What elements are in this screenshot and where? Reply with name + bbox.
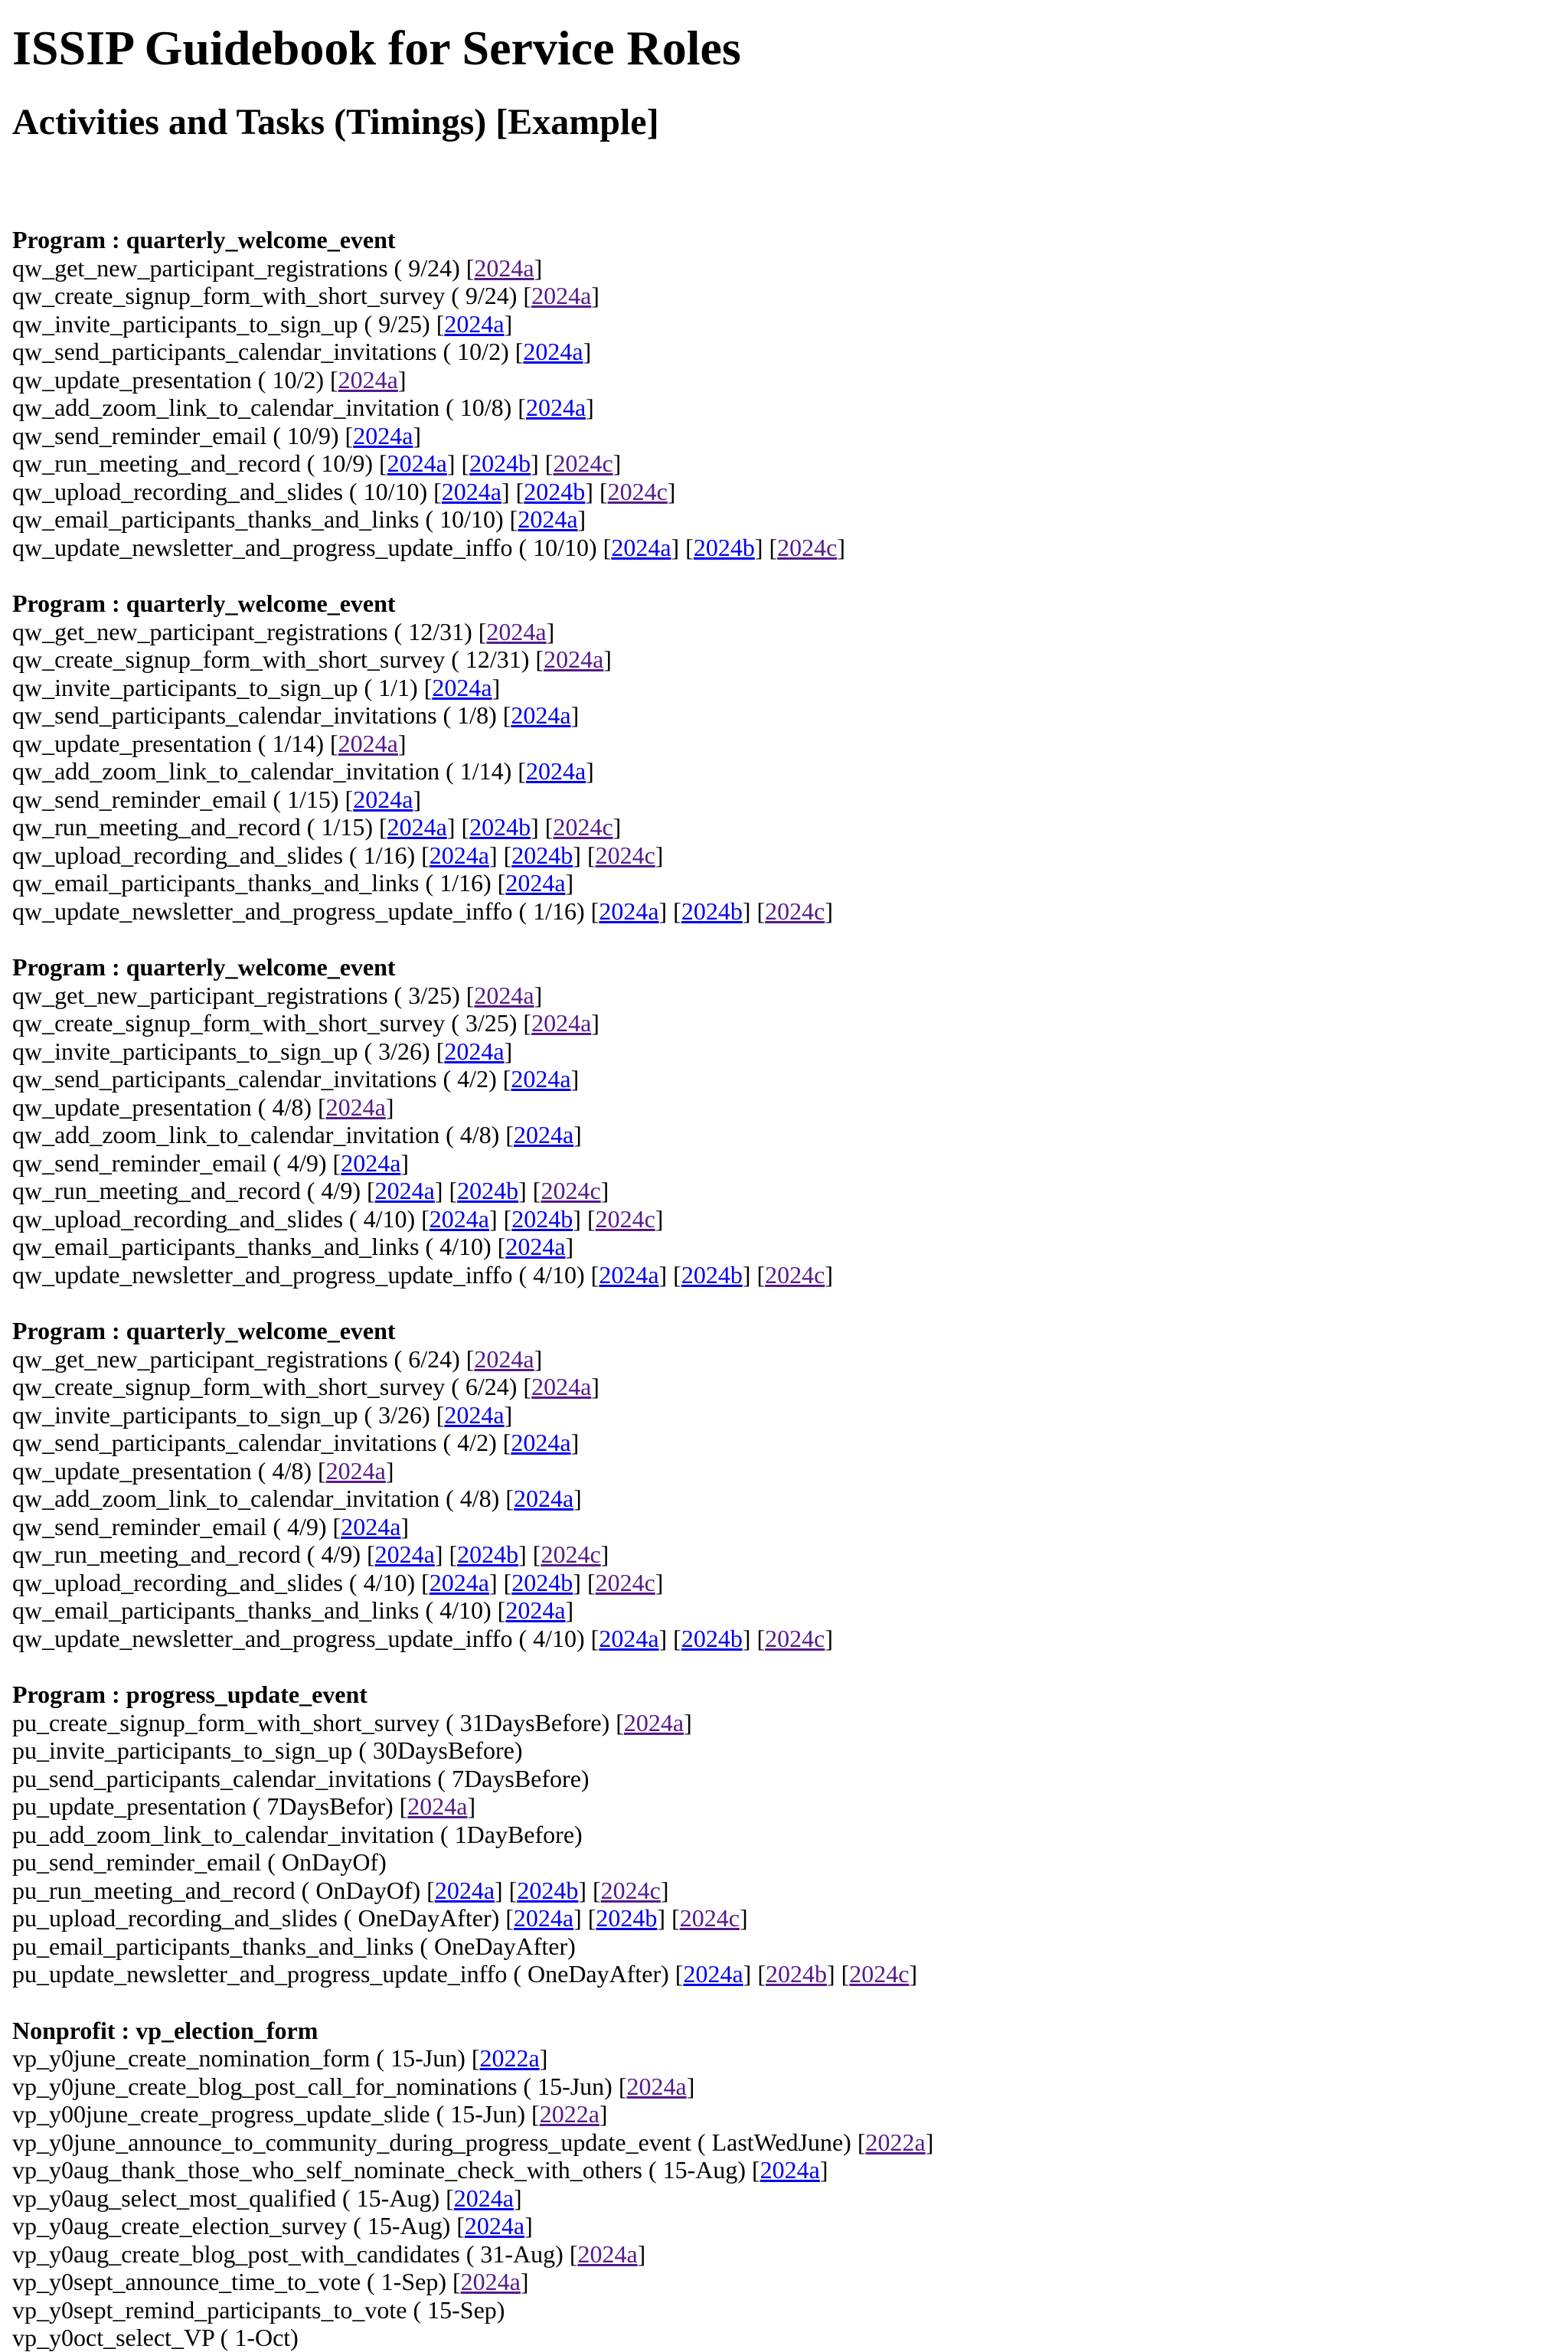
task-name: qw_get_new_participant_registrations [12, 253, 388, 282]
task-timing: 30DaysBefore [373, 1736, 514, 1764]
reference-link[interactable]: 2024a [464, 2212, 525, 2239]
task-timing: 31-Aug [480, 2239, 556, 2268]
task-name: qw_get_new_participant_registrations [12, 617, 388, 645]
task-name: vp_y0aug_thank_those_who_self_nominate_check_with_others [12, 2156, 642, 2184]
task-timing: 10/10 [533, 533, 589, 561]
task-row: pu_add_zoom_link_to_calendar_invitation ( 1DayBefore) [12, 1820, 583, 1848]
task-row: pu_email_participants_thanks_and_links ( OneDayAfter) [12, 1932, 576, 1960]
task-row: pu_run_meeting_and_record ( OnDayOf) [2024a] [2024b] [2024c] [12, 1876, 669, 1904]
task-timing: 15-Sep [427, 2295, 497, 2324]
task-row: qw_get_new_participant_registrations ( 6/24) [2024a] [12, 1344, 543, 1373]
program-section [12, 953, 1556, 1289]
task-row: pu_update_newsletter_and_progress_update_inffo ( OneDayAfter) [2024a] [2024b] [2024c] [12, 1960, 918, 1988]
reference-link[interactable]: 2024a [513, 1904, 574, 1932]
task-row: vp_y0aug_create_blog_post_with_candidates ( 31-Aug) [2024a] [12, 2239, 646, 2268]
reference-link[interactable]: 2024a [338, 729, 398, 757]
task-name: vp_y0aug_create_blog_post_with_candidates [12, 2239, 460, 2268]
task-timing: 1DayBefore [454, 1820, 575, 1848]
task-row: vp_y0aug_select_most_qualified ( 15-Aug) [2024a] [12, 2184, 522, 2212]
reference-link[interactable]: 2024a [429, 841, 489, 869]
task-timing: 10/10 [363, 477, 420, 505]
task-timing: 1-Oct [234, 2324, 291, 2351]
task-name: pu_update_presentation [12, 1792, 247, 1820]
section-heading: Program : progress_update_event [12, 1681, 368, 1708]
task-row: qw_update_newsletter_and_progress_update_inffo ( 10/10) [2024a] [2024b] [2024c] [12, 533, 845, 561]
task-timing: 9/24 [465, 282, 509, 309]
task-timing: 12/31 [465, 645, 521, 673]
task-name: vp_y0sept_remind_participants_to_vote [12, 2295, 407, 2324]
reference-link[interactable]: 2024c [595, 841, 655, 869]
task-timing: 10/2 [457, 338, 501, 365]
task-timing: 4/8 [272, 1456, 304, 1485]
task-name: qw_update_presentation [12, 365, 252, 394]
section-heading: Program : quarterly_welcome_event [12, 953, 396, 981]
task-name: pu_add_zoom_link_to_calendar_invitation [12, 1820, 434, 1848]
task-name: qw_add_zoom_link_to_calendar_invitation [12, 394, 440, 421]
task-name: qw_create_signup_form_with_short_survey [12, 1373, 446, 1400]
task-name: qw_send_reminder_email [12, 421, 267, 449]
task-timing: 1/16 [363, 841, 407, 869]
reference-link[interactable]: 2024a [544, 645, 604, 673]
reference-link[interactable]: 2024a [429, 1568, 489, 1596]
reference-link[interactable]: 2024a [429, 1204, 489, 1233]
reference-link[interactable]: 2024a [511, 1065, 571, 1093]
task-timing: 1/14 [272, 729, 316, 757]
task-name: qw_send_reminder_email [12, 1512, 267, 1540]
reference-link[interactable]: 2024a [434, 1876, 495, 1904]
task-name: vp_y00june_create_progress_update_slide [12, 2100, 430, 2128]
task-row: vp_y0aug_create_election_survey ( 15-Aug) [2024a] [12, 2212, 533, 2239]
task-timing: 10/2 [272, 365, 316, 394]
task-name: vp_y0june_create_blog_post_call_for_nominations [12, 2072, 518, 2100]
task-timing: OnDayOf [281, 1848, 379, 1876]
section-heading: Program : quarterly_welcome_event [12, 590, 396, 617]
task-name: qw_send_participants_calendar_invitations [12, 701, 437, 729]
task-timing: 4/10 [439, 1596, 483, 1624]
task-name: qw_upload_recording_and_slides [12, 1568, 343, 1596]
task-row: qw_run_meeting_and_record ( 4/9) [2024a] [2024b] [2024c] [12, 1540, 609, 1568]
reference-link[interactable]: 2024b [524, 477, 586, 505]
reference-link[interactable]: 2024a [474, 253, 534, 282]
task-timing: 1/8 [457, 701, 489, 729]
reference-link[interactable]: 2024a [353, 421, 413, 449]
program-section [12, 226, 1556, 561]
reference-link[interactable]: 2024a [474, 981, 534, 1009]
task-timing: 9/24 [408, 253, 452, 282]
task-row: qw_email_participants_thanks_and_links ( 4/10) [2024a] [12, 1233, 574, 1260]
task-row: vp_y0june_announce_to_community_during_progress_update_event ( LastWedJune) [2022a] [12, 2128, 934, 2156]
task-name: vp_y0oct_select_VP [12, 2324, 214, 2351]
reference-link[interactable]: 2022a [479, 2044, 540, 2072]
page-title: ISSIP Guidebook for Service Roles [12, 21, 741, 75]
task-row: vp_y0june_create_nomination_form ( 15-Jun) [2022a] [12, 2044, 548, 2072]
reference-link[interactable]: 2024b [469, 449, 531, 477]
task-row: qw_send_reminder_email ( 10/9) [2024a] [12, 421, 422, 449]
task-row: qw_run_meeting_and_record ( 4/9) [2024a] [2024b] [2024c] [12, 1177, 609, 1204]
reference-link[interactable]: 2024b [511, 1204, 573, 1233]
task-row: qw_send_participants_calendar_invitations ( 4/2) [2024a] [12, 1065, 580, 1093]
task-timing: 1/15 [287, 785, 331, 813]
program-section [12, 590, 1556, 925]
task-row: vp_y0aug_thank_those_who_self_nominate_check_with_others ( 15-Aug) [2024a] [12, 2156, 828, 2184]
task-row: pu_invite_participants_to_sign_up ( 30DaysBefore) [12, 1736, 523, 1764]
reference-link[interactable]: 2024a [577, 2239, 638, 2268]
task-timing: 10/9 [321, 449, 365, 477]
task-row: qw_upload_recording_and_slides ( 4/10) [2024a] [2024b] [2024c] [12, 1568, 664, 1596]
reference-link[interactable]: 2024c [849, 1960, 910, 1988]
task-name: qw_run_meeting_and_record [12, 1540, 301, 1568]
task-timing: 4/10 [533, 1260, 577, 1289]
reference-link[interactable]: 2024a [444, 1400, 505, 1429]
task-row: vp_y0sept_remind_participants_to_vote ( 15-Sep) [12, 2295, 505, 2324]
reference-link[interactable]: 2024c [553, 449, 613, 477]
task-name: pu_update_newsletter_and_progress_update_inffo [12, 1960, 508, 1988]
task-timing: 3/25 [465, 1009, 509, 1037]
task-timing: 4/8 [272, 1093, 304, 1121]
reference-link[interactable]: 2024a [341, 1148, 401, 1177]
task-row: qw_update_presentation ( 4/8) [2024a] [12, 1093, 394, 1121]
task-timing: OneDayAfter [358, 1904, 492, 1932]
reference-link[interactable]: 2024a [387, 813, 447, 841]
task-row: qw_add_zoom_link_to_calendar_invitation ( 4/8) [2024a] [12, 1121, 582, 1148]
task-row: qw_invite_participants_to_sign_up ( 1/1) [2024a] [12, 673, 501, 701]
task-name: pu_send_reminder_email [12, 1848, 262, 1876]
task-timing: 10/9 [287, 421, 331, 449]
reference-link[interactable]: 2024b [517, 1876, 579, 1904]
task-name: qw_update_newsletter_and_progress_update_inffo [12, 1260, 513, 1289]
task-sections [12, 226, 1556, 2352]
task-name: qw_update_newsletter_and_progress_update_inffo [12, 897, 513, 925]
reference-link[interactable]: 2024b [596, 1904, 658, 1932]
task-timing: 4/9 [287, 1512, 318, 1540]
task-row: qw_add_zoom_link_to_calendar_invitation ( 4/8) [2024a] [12, 1485, 582, 1512]
task-timing: 4/9 [321, 1177, 353, 1204]
reference-link[interactable]: 2024a [513, 1121, 574, 1148]
task-timing: 4/10 [439, 1233, 483, 1260]
task-timing: 3/26 [378, 1037, 423, 1065]
task-name: qw_add_zoom_link_to_calendar_invitation [12, 757, 440, 785]
task-name: qw_upload_recording_and_slides [12, 1204, 343, 1233]
task-name: vp_y0june_create_nomination_form [12, 2044, 371, 2072]
task-row: qw_run_meeting_and_record ( 1/15) [2024a] [2024b] [2024c] [12, 813, 622, 841]
task-row: qw_invite_participants_to_sign_up ( 3/26) [2024a] [12, 1400, 513, 1429]
task-row: qw_get_new_participant_registrations ( 12/31) [2024a] [12, 617, 555, 645]
task-name: qw_create_signup_form_with_short_survey [12, 645, 446, 673]
task-name: pu_email_participants_thanks_and_links [12, 1932, 414, 1960]
task-name: qw_email_participants_thanks_and_links [12, 505, 420, 533]
task-row: qw_create_signup_form_with_short_survey ( 6/24) [2024a] [12, 1373, 599, 1400]
task-timing: 7DaysBefore [452, 1764, 581, 1792]
reference-link[interactable]: 2024a [523, 338, 583, 365]
reference-link[interactable]: 2024a [505, 1596, 566, 1624]
task-row: qw_send_reminder_email ( 4/9) [2024a] [12, 1148, 410, 1177]
reference-link[interactable]: 2024a [683, 1960, 743, 1988]
task-timing: 15-Aug [662, 2156, 738, 2184]
reference-link[interactable]: 2024a [599, 1260, 659, 1289]
task-row: qw_email_participants_thanks_and_links ( 10/10) [2024a] [12, 505, 586, 533]
reference-link[interactable]: 2024a [505, 869, 566, 897]
reference-link[interactable]: 2024a [374, 1177, 435, 1204]
reference-link[interactable]: 2024c [541, 1540, 601, 1568]
task-row: vp_y0june_create_blog_post_call_for_nominations ( 15-Jun) [2024a] [12, 2072, 695, 2100]
reference-link[interactable]: 2024c [553, 813, 613, 841]
reference-link[interactable]: 2024b [511, 1568, 573, 1596]
task-row: qw_send_participants_calendar_invitations ( 1/8) [2024a] [12, 701, 580, 729]
task-row: qw_invite_participants_to_sign_up ( 9/25) [2024a] [12, 309, 513, 338]
task-name: pu_create_signup_form_with_short_survey [12, 1708, 440, 1736]
task-name: pu_send_participants_calendar_invitations [12, 1764, 432, 1792]
reference-link[interactable]: 2024a [441, 477, 501, 505]
section-heading: Nonprofit : vp_election_form [12, 2016, 318, 2044]
section-heading: Program : quarterly_welcome_event [12, 1317, 396, 1344]
task-row: qw_create_signup_form_with_short_survey ( 12/31) [2024a] [12, 645, 612, 673]
task-name: qw_invite_participants_to_sign_up [12, 1037, 358, 1065]
task-name: qw_invite_participants_to_sign_up [12, 309, 358, 338]
reference-link[interactable]: 2024a [407, 1792, 468, 1820]
task-row: qw_update_presentation ( 4/8) [2024a] [12, 1456, 394, 1485]
task-name: qw_send_reminder_email [12, 1148, 267, 1177]
task-timing: 10/10 [439, 505, 495, 533]
reference-link[interactable]: 2024a [325, 1456, 386, 1485]
task-name: qw_email_participants_thanks_and_links [12, 1233, 420, 1260]
task-timing: 1-Sep [381, 2268, 439, 2295]
reference-link[interactable]: 2024c [607, 477, 668, 505]
task-row: qw_get_new_participant_registrations ( 3/25) [2024a] [12, 981, 543, 1009]
reference-link[interactable]: 2024a [626, 2072, 687, 2100]
task-name: qw_update_presentation [12, 1093, 252, 1121]
reference-link[interactable]: 2024c [595, 1568, 655, 1596]
reference-link[interactable]: 2024a [325, 1093, 386, 1121]
task-timing: 6/24 [465, 1373, 509, 1400]
task-row: qw_create_signup_form_with_short_survey ( 3/25) [2024a] [12, 1009, 599, 1037]
task-name: pu_run_meeting_and_record [12, 1876, 296, 1904]
task-timing: 7DaysBefor [266, 1792, 385, 1820]
task-name: qw_update_newsletter_and_progress_update_inffo [12, 533, 513, 561]
reference-link[interactable]: 2024c [595, 1204, 655, 1233]
task-name: qw_add_zoom_link_to_calendar_invitation [12, 1121, 440, 1148]
reference-link[interactable]: 2024c [765, 1260, 825, 1289]
reference-link[interactable]: 2024c [777, 533, 838, 561]
task-timing: 4/10 [363, 1568, 407, 1596]
task-name: qw_update_presentation [12, 1456, 252, 1485]
task-timing: 4/8 [459, 1485, 492, 1512]
task-name: qw_send_participants_calendar_invitations [12, 1065, 437, 1093]
reference-link[interactable]: 2024a [760, 2156, 820, 2184]
task-row: qw_add_zoom_link_to_calendar_invitation ( 1/14) [2024a] [12, 757, 594, 785]
reference-link[interactable]: 2024c [765, 1624, 825, 1652]
reference-link[interactable]: 2024b [457, 1177, 519, 1204]
reference-link[interactable]: 2024a [341, 1512, 401, 1540]
task-row: qw_upload_recording_and_slides ( 1/16) [2024a] [2024b] [2024c] [12, 841, 664, 869]
program-section [12, 1681, 1556, 1988]
reference-link[interactable]: 2024a [511, 701, 571, 729]
task-row: qw_upload_recording_and_slides ( 4/10) [2024a] [2024b] [2024c] [12, 1204, 664, 1233]
reference-link[interactable]: 2024a [460, 2268, 521, 2295]
task-row: qw_update_presentation ( 10/2) [2024a] [12, 365, 407, 394]
task-row: qw_update_newsletter_and_progress_update_inffo ( 1/16) [2024a] [2024b] [2024c] [12, 897, 833, 925]
reference-link[interactable]: 2024a [525, 394, 586, 421]
task-name: qw_run_meeting_and_record [12, 813, 301, 841]
task-name: qw_get_new_participant_registrations [12, 981, 388, 1009]
task-name: qw_create_signup_form_with_short_survey [12, 1009, 446, 1037]
reference-link[interactable]: 2024a [453, 2184, 514, 2212]
task-timing: 4/2 [457, 1065, 489, 1093]
reference-link[interactable]: 2024a [531, 282, 592, 309]
task-name: qw_run_meeting_and_record [12, 1177, 301, 1204]
reference-link[interactable]: 2022a [539, 2100, 599, 2128]
task-timing: 15-Aug [356, 2184, 432, 2212]
reference-link[interactable]: 2024b [457, 1540, 519, 1568]
reference-link[interactable]: 2024b [469, 813, 531, 841]
reference-link[interactable]: 2024c [765, 897, 825, 925]
reference-link[interactable]: 2024c [679, 1904, 740, 1932]
task-row: qw_get_new_participant_registrations ( 9/24) [2024a] [12, 253, 543, 282]
task-row: qw_update_newsletter_and_progress_update_inffo ( 4/10) [2024a] [2024b] [2024c] [12, 1624, 833, 1652]
task-row: qw_create_signup_form_with_short_survey ( 9/24) [2024a] [12, 282, 599, 309]
task-name: qw_update_newsletter_and_progress_update_inffo [12, 1624, 513, 1652]
task-timing: 31DaysBefore [459, 1708, 602, 1736]
task-name: qw_invite_participants_to_sign_up [12, 1400, 358, 1429]
reference-link[interactable]: 2024a [599, 897, 659, 925]
task-timing: 3/26 [378, 1400, 423, 1429]
task-timing: LastWedJune [711, 2128, 844, 2156]
task-timing: OnDayOf [315, 1876, 413, 1904]
reference-link[interactable]: 2024a [505, 1233, 566, 1260]
reference-link[interactable]: 2024a [599, 1624, 659, 1652]
task-name: qw_get_new_participant_registrations [12, 1344, 388, 1373]
reference-link[interactable]: 2024b [681, 897, 743, 925]
task-timing: 4/9 [287, 1148, 318, 1177]
reference-link[interactable]: 2024a [444, 1037, 505, 1065]
task-row: qw_update_newsletter_and_progress_update_inffo ( 4/10) [2024a] [2024b] [2024c] [12, 1260, 833, 1289]
task-timing: 1/16 [439, 869, 483, 897]
task-row: pu_create_signup_form_with_short_survey ( 31DaysBefore) [2024a] [12, 1708, 692, 1736]
reference-link[interactable]: 2024b [693, 533, 755, 561]
task-row: qw_upload_recording_and_slides ( 10/10) [2024a] [2024b] [2024c] [12, 477, 676, 505]
reference-link[interactable]: 2024a [353, 785, 413, 813]
task-timing: 3/25 [408, 981, 452, 1009]
reference-link[interactable]: 2024a [525, 757, 586, 785]
task-timing: 10/8 [459, 394, 504, 421]
task-row: qw_invite_participants_to_sign_up ( 3/26) [2024a] [12, 1037, 513, 1065]
program-section [12, 2017, 1556, 2352]
task-row: qw_email_participants_thanks_and_links ( 1/16) [2024a] [12, 869, 574, 897]
task-name: vp_y0aug_select_most_qualified [12, 2184, 337, 2212]
reference-link[interactable]: 2024c [600, 1876, 661, 1904]
reference-link[interactable]: 2024a [387, 449, 447, 477]
task-name: qw_email_participants_thanks_and_links [12, 1596, 420, 1624]
reference-link[interactable]: 2024b [681, 1624, 743, 1652]
reference-link[interactable]: 2024a [511, 1429, 571, 1456]
task-name: qw_create_signup_form_with_short_survey [12, 282, 446, 309]
task-row: vp_y0sept_announce_time_to_vote ( 1-Sep) [2024a] [12, 2268, 529, 2295]
reference-link[interactable]: 2024b [765, 1960, 827, 1988]
reference-link[interactable]: 2022a [865, 2128, 926, 2156]
task-row: qw_email_participants_thanks_and_links ( 4/10) [2024a] [12, 1596, 574, 1624]
task-timing: 12/31 [408, 617, 465, 645]
reference-link[interactable]: 2024a [338, 365, 398, 394]
task-name: qw_upload_recording_and_slides [12, 841, 343, 869]
task-row: pu_upload_recording_and_slides ( OneDayAfter) [2024a] [2024b] [2024c] [12, 1904, 748, 1932]
task-row: qw_send_participants_calendar_invitations ( 10/2) [2024a] [12, 338, 592, 365]
task-name: pu_upload_recording_and_slides [12, 1904, 338, 1932]
reference-link[interactable]: 2024b [511, 841, 573, 869]
task-row: pu_send_reminder_email ( OnDayOf) [12, 1848, 387, 1876]
task-timing: 15-Jun [450, 2100, 518, 2128]
task-row: qw_run_meeting_and_record ( 10/9) [2024a] [2024b] [2024c] [12, 449, 622, 477]
task-name: qw_update_presentation [12, 729, 252, 757]
task-timing: 4/10 [533, 1624, 577, 1652]
task-timing: 4/10 [363, 1204, 407, 1233]
section-heading: Program : quarterly_welcome_event [12, 226, 396, 253]
task-timing: 15-Aug [367, 2212, 443, 2239]
reference-link[interactable]: 2024a [531, 1009, 592, 1037]
task-timing: 9/25 [378, 309, 423, 338]
task-timing: 4/2 [457, 1429, 489, 1456]
reference-link[interactable]: 2024a [623, 1708, 684, 1736]
reference-link[interactable]: 2024a [611, 533, 671, 561]
task-timing: OneDayAfter [434, 1932, 568, 1960]
task-row: qw_send_reminder_email ( 1/15) [2024a] [12, 785, 422, 813]
task-name: qw_add_zoom_link_to_calendar_invitation [12, 1485, 440, 1512]
reference-link[interactable]: 2024a [531, 1373, 592, 1400]
program-section [12, 1317, 1556, 1652]
task-timing: OneDayAfter [528, 1960, 662, 1988]
reference-link[interactable]: 2024a [432, 673, 492, 701]
reference-link[interactable]: 2024b [681, 1260, 743, 1289]
task-row: vp_y0oct_select_VP ( 1-Oct) [12, 2324, 299, 2351]
task-timing: 1/1 [378, 673, 410, 701]
task-row: qw_add_zoom_link_to_calendar_invitation ( 10/8) [2024a] [12, 394, 594, 421]
reference-link[interactable]: 2024a [444, 309, 505, 338]
reference-link[interactable]: 2024a [374, 1540, 435, 1568]
task-timing: 15-Jun [390, 2044, 458, 2072]
task-name: qw_invite_participants_to_sign_up [12, 673, 358, 701]
task-name: pu_invite_participants_to_sign_up [12, 1736, 353, 1764]
task-timing: 1/14 [459, 757, 504, 785]
page-subtitle: Activities and Tasks (Timings) [Example] [12, 102, 659, 142]
reference-link[interactable]: 2024a [513, 1485, 574, 1512]
task-timing: 6/24 [408, 1344, 452, 1373]
task-timing: 4/8 [459, 1121, 492, 1148]
task-name: vp_y0sept_announce_time_to_vote [12, 2268, 361, 2295]
task-row: pu_send_participants_calendar_invitations ( 7DaysBefore) [12, 1764, 590, 1792]
task-row: qw_update_presentation ( 1/14) [2024a] [12, 729, 407, 757]
reference-link[interactable]: 2024a [474, 1344, 534, 1373]
task-name: vp_y0june_announce_to_community_during_progress_update_event [12, 2128, 691, 2156]
task-name: qw_send_participants_calendar_invitations [12, 1429, 437, 1456]
task-name: qw_email_participants_thanks_and_links [12, 869, 420, 897]
reference-link[interactable]: 2024c [541, 1177, 601, 1204]
task-name: qw_send_participants_calendar_invitations [12, 338, 437, 365]
task-row: vp_y00june_create_progress_update_slide ( 15-Jun) [2022a] [12, 2100, 608, 2128]
task-name: qw_run_meeting_and_record [12, 449, 301, 477]
task-timing: 1/15 [321, 813, 365, 841]
task-timing: 1/16 [533, 897, 577, 925]
task-name: qw_upload_recording_and_slides [12, 477, 343, 505]
task-row: pu_update_presentation ( 7DaysBefor) [2024a] [12, 1792, 476, 1820]
reference-link[interactable]: 2024a [518, 505, 578, 533]
task-timing: 15-Jun [537, 2072, 605, 2100]
task-name: qw_send_reminder_email [12, 785, 267, 813]
task-row: qw_send_participants_calendar_invitations ( 4/2) [2024a] [12, 1429, 580, 1456]
task-row: qw_send_reminder_email ( 4/9) [2024a] [12, 1512, 410, 1540]
task-name: vp_y0aug_create_election_survey [12, 2212, 348, 2239]
task-timing: 4/9 [321, 1540, 353, 1568]
reference-link[interactable]: 2024a [486, 617, 547, 645]
